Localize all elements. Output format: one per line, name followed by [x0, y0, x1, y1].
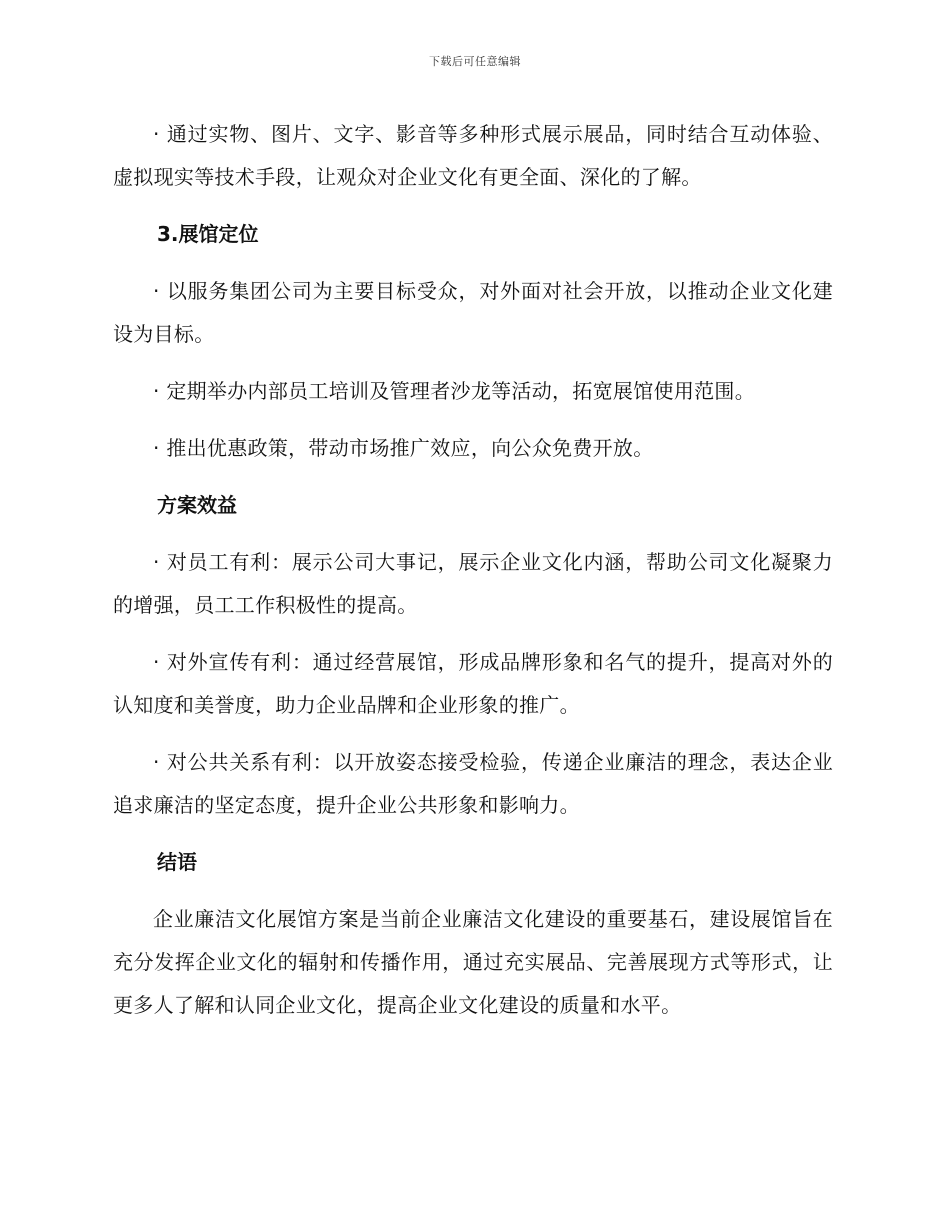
paragraph-regular-activities: · 定期举办内部员工培训及管理者沙龙等活动，拓宽展馆使用范围。	[153, 379, 756, 403]
heading-hall-positioning: 3.展馆定位	[157, 222, 259, 246]
header-note: 下载后可任意编辑	[429, 55, 521, 68]
paragraph-preferential-policy: · 推出优惠政策，带动市场推广效应，向公众免费开放。	[153, 436, 654, 460]
heading-plan-benefits: 方案效益	[157, 493, 237, 517]
paragraph-target-audience: · 以服务集团公司为主要目标受众，对外面对社会开放，以推动企业文化建设为目标。	[113, 279, 833, 346]
document-body	[113, 113, 833, 1041]
paragraph-employee-benefit: · 对员工有利：展示公司大事记，展示企业文化内涵，帮助公司文化凝聚力的增强，员工工作积极性的提高。	[113, 550, 833, 617]
paragraph-conclusion: 企业廉洁文化展馆方案是当前企业廉洁文化建设的重要基石，建设展馆旨在充分发挥企业文化的辐射和传播作用，通过充实展品、完善展现方式等形式，让更多人了解和认同企业文化，提高企业文化建设的质量和水平。	[113, 907, 833, 1017]
paragraph-exhibit-methods: · 通过实物、图片、文字、影音等多种形式展示展品，同时结合互动体验、虚拟现实等技术手段，让观众对企业文化有更全面、深化的了解。	[113, 122, 833, 189]
heading-conclusion: 结语	[157, 850, 197, 874]
paragraph-public-relations-benefit: · 对公共关系有利：以开放姿态接受检验，传递企业廉洁的理念，表达企业追求廉洁的坚定态度，提升企业公共形象和影响力。	[113, 750, 833, 817]
paragraph-publicity-benefit: · 对外宣传有利：通过经营展馆，形成品牌形象和名气的提升，提高对外的认知度和美誉度，助力企业品牌和企业形象的推广。	[113, 650, 833, 717]
